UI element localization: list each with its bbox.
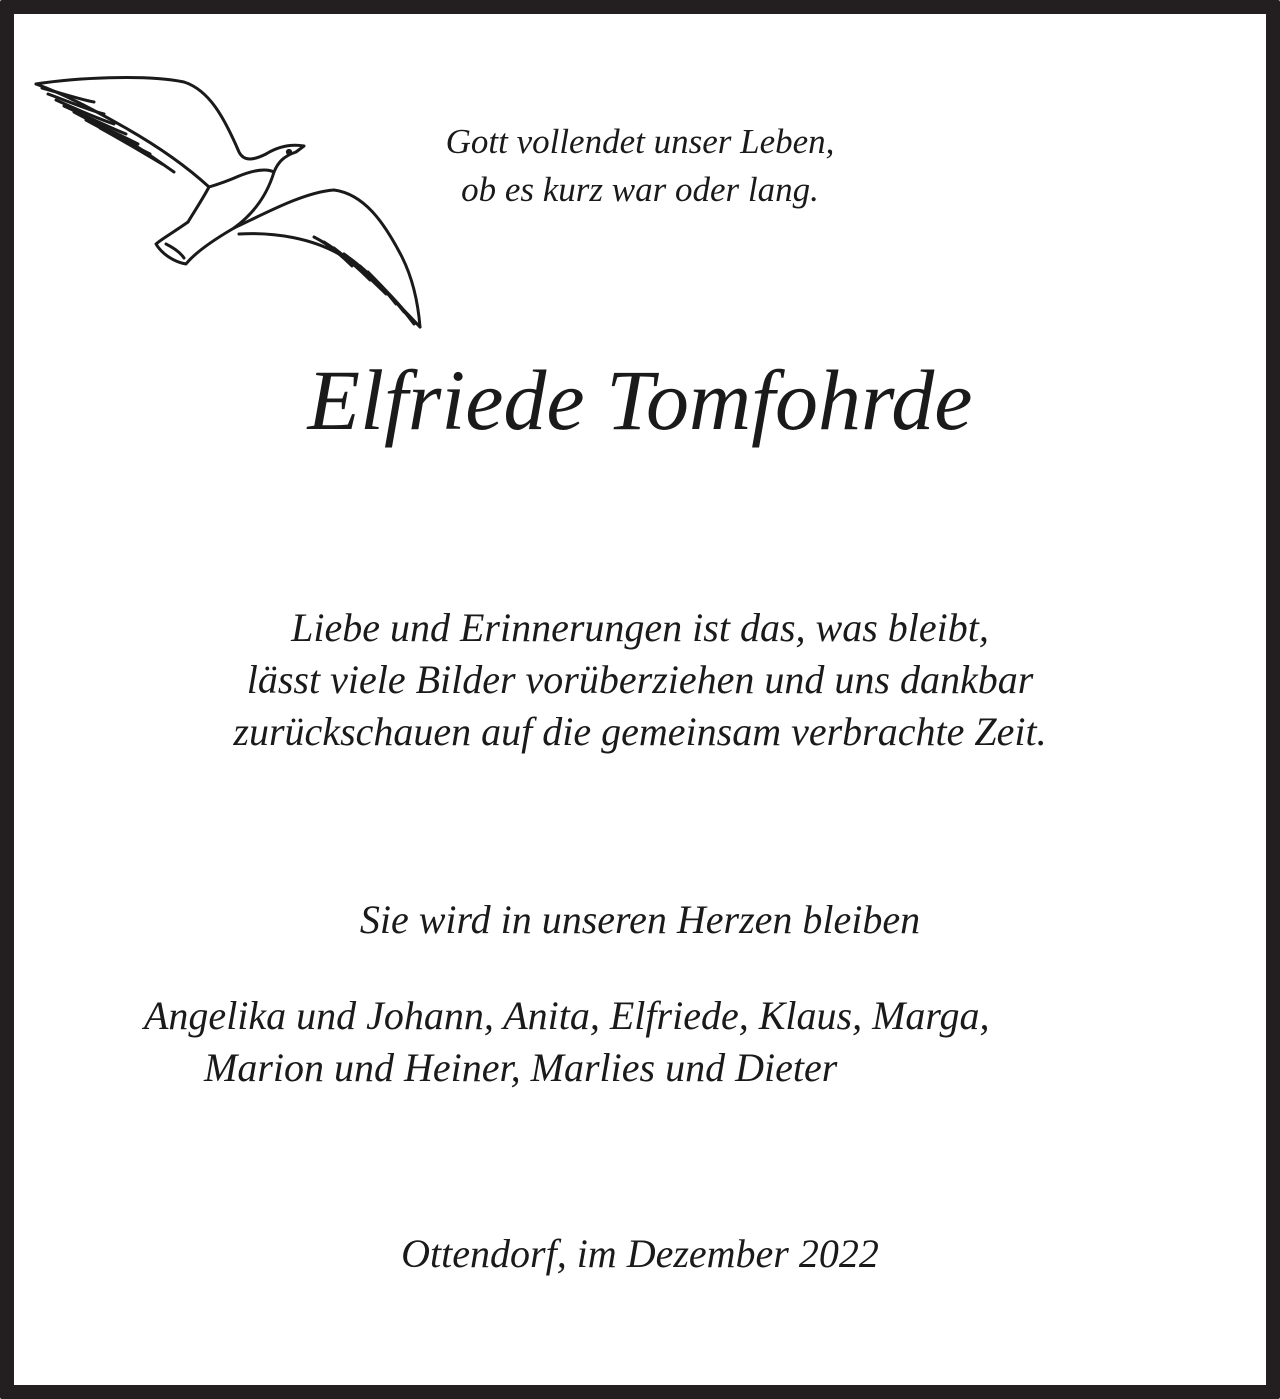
- place-date: Ottendorf, im Dezember 2022: [401, 1231, 879, 1276]
- mourners-line-1: Angelika und Johann, Anita, Elfriede, Klaus, Marga,: [144, 993, 990, 1038]
- verse-line-2: lässt viele Bilder vorüberziehen und uns dankbar: [246, 657, 1034, 702]
- verse-line-3: zurückschauen auf die gemeinsam verbrachte Zeit.: [233, 709, 1047, 754]
- closing-line: Sie wird in unseren Herzen bleiben: [359, 897, 921, 942]
- motto-line-1: Gott vollendet unser Leben,: [445, 122, 835, 161]
- verse-line-1: Liebe und Erinnerungen ist das, was bleibt,: [291, 605, 989, 650]
- motto-line-2: ob es kurz war oder lang.: [461, 170, 819, 209]
- mourners-line-2: Marion und Heiner, Marlies und Dieter: [204, 1045, 838, 1090]
- deceased-name: Elfriede Tomfohrde: [307, 352, 973, 448]
